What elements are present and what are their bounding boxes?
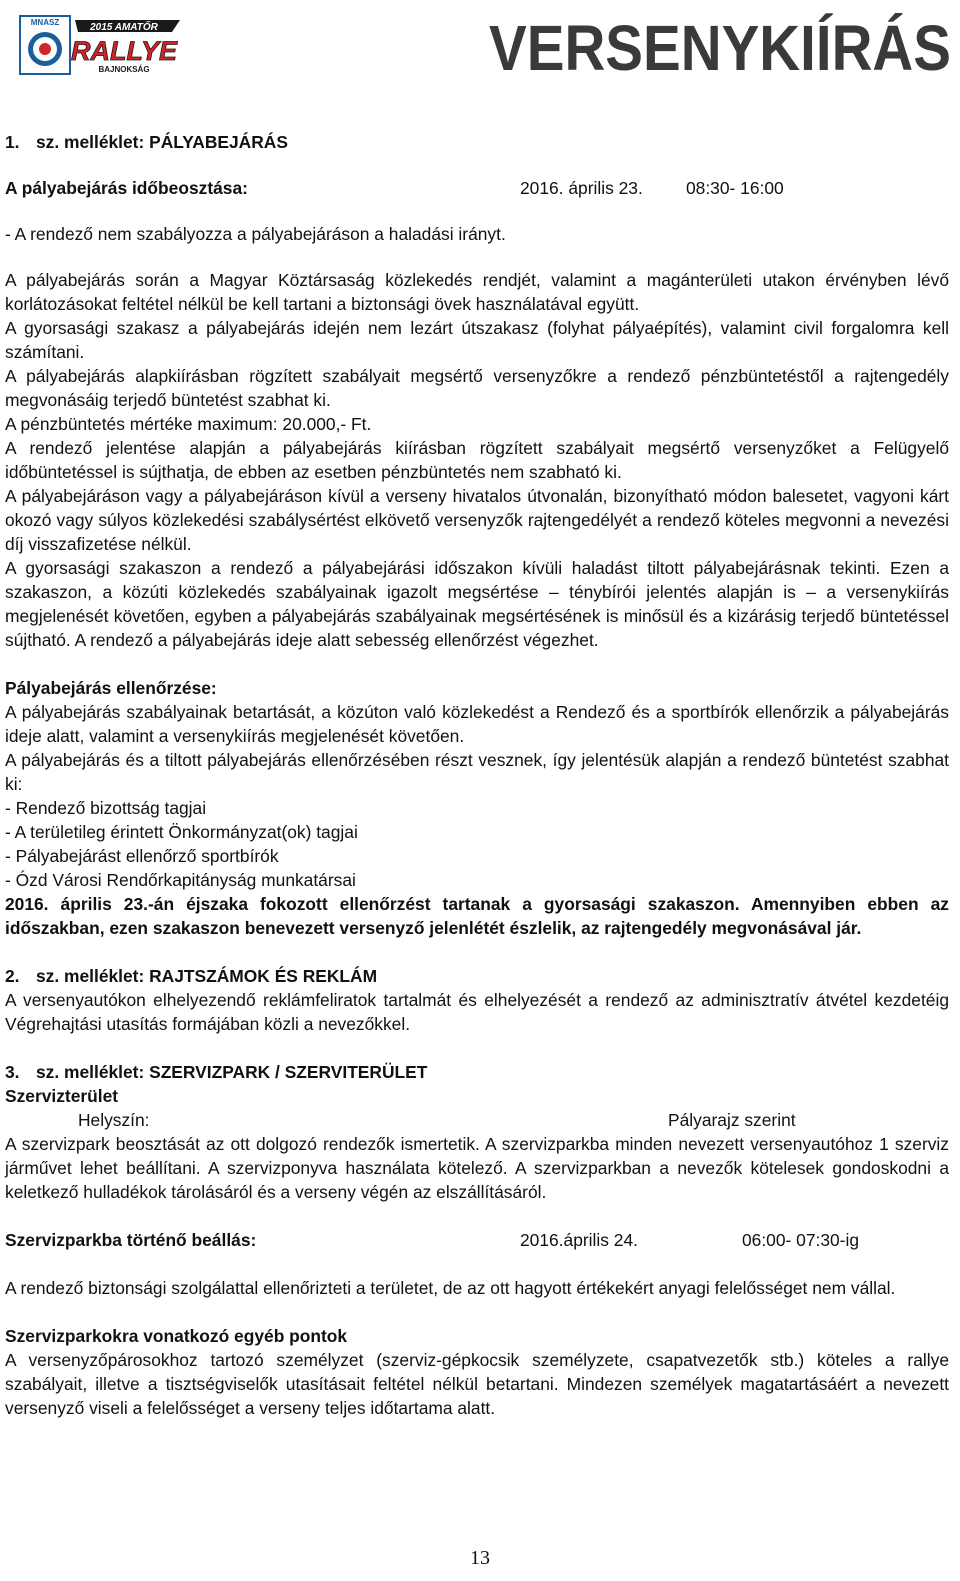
versenykiiras-banner [485, 6, 955, 86]
list-item: - Pályabejárást ellenőrző sportbírók [5, 846, 279, 866]
section-2-title: sz. melléklet: RAJTSZÁMOK ÉS REKLÁM [36, 966, 378, 986]
location-value: Pályarajz szerint [668, 1110, 796, 1130]
other-points-heading: Szervizparkokra vonatkozó egyéb pontok [5, 1326, 348, 1346]
section-1-title: sz. melléklet: PÁLYABEJÁRÁS [36, 132, 288, 152]
stage-open-paragraph: A gyorsasági szakasz a pályabejárás idején nem lezárt útszakasz (folyhat pályaépítés), valamint civil forgalomra kell számítani. [5, 318, 949, 362]
document-body [5, 130, 949, 1420]
advertising-paragraph: A versenyautókon elhelyezendő reklámfeliratok tartalmát és elhelyezését a rendező az adminisztratív átvétel kezdetéig Végrehajtási utasítás formájában közli a nevezőkkel. [5, 990, 949, 1034]
steward-paragraph: A rendező jelentése alapján a pályabejárás kiírásban rögzített szabályait megsértő versenyzőket a Felügyelő időbüntetéssel is sújthatja, de ebben az esetben pénzbüntetés nem szabható ki. [5, 438, 949, 482]
logo-top-text: MNASZ [30, 18, 60, 27]
section-2-number: 2. [5, 966, 20, 986]
page-number: 13 [470, 1547, 490, 1569]
schedule-date: 2016. április 23. [520, 178, 643, 198]
section-1-heading [5, 130, 949, 154]
accident-paragraph: A pályabejáráson vagy a pályabejáráson kívül a verseny hivatalos útvonalán, bizonyítható módon balesetet, vagyoni kárt okozó vagy súlyos közlekedési szabálysértést elkövető versenyzők rajtengedélyét a rendező köteles megvonni a nevezési díj visszafizetése nélkül. [5, 486, 949, 554]
logo-year-text: 2015 AMATŐR [90, 22, 158, 33]
location-label: Helyszín: [78, 1110, 150, 1130]
service-park-paragraph: A szervizpark beosztását az ott dolgozó rendezők ismertetik. A szervizparkba minden nevezett versenyautóhoz 1 szerviz járművet lehet beállítani. A szervizponyva használata kötelező. A szervizparkban a nevezők kötelesek gondoskodni a keletkező hulladékok tárolásáról és a verseny végén az elszállításáról. [5, 1134, 949, 1202]
banner-title: VERSENYKIÍRÁS [489, 12, 951, 84]
security-paragraph: A rendező biztonsági szolgálattal ellenőrizteti a területet, de az ott hagyott értékekért anyagi felelősséget nem vállal. [5, 1278, 896, 1298]
logo-rallye-text: RALLYE [71, 36, 177, 66]
schedule-label: A pályabejárás időbeosztása: [5, 178, 248, 198]
page-header [0, 0, 960, 90]
prohibited-recce-paragraph: A gyorsasági szakaszon a rendező a pályabejárási időszakon kívüli haladást tiltott pályabejárásnak tekinti. Ezen a szakaszon, a közúti közlekedés szabályainak igazolt megsértése – ténybírói jelentés alapján is – a versenykiírás megjelenését követően, egyben a pályabejárás szabályainak megsértésének is minősül és a kizárásig terjedő büntetéssel sújtható. A rendező a pályabejárás ideje alatt sebesség ellenőrzést végezhet. [5, 558, 949, 650]
list-item: - Rendező bizottság tagjai [5, 798, 207, 818]
section-3-number: 3. [5, 1062, 20, 1082]
recce-control-heading: Pályabejárás ellenőrzése: [5, 678, 217, 698]
section-3-heading [5, 1060, 949, 1084]
crew-conduct-paragraph: A versenyzőpárosokhoz tartozó személyzet (szerviz-gépkocsik személyzete, csapatvezetők stb.) köteles a rallye szabályait, illetve a tisztségviselők utasításait feltétel nélkül betartani. Mindezen személyek magatartásáért a nevezett versenyző viseli a felelősséget a verseny teljes időtartama alatt. [5, 1350, 949, 1418]
penalty-paragraph: A pályabejárás alapkiírásban rögzített szabályait megsértő versenyzőkre a rendező pénzbüntetéstől a rajtengedély megvonásáig terjedő büntetést szabhat ki. [5, 366, 949, 410]
control-paragraph-2: A pályabejárás és a tiltott pályabejárás ellenőrzésében részt vesznek, így jelentésük alapján a rendező büntetést szabhat ki: [5, 750, 949, 794]
control-paragraph-1: A pályabejárás szabályainak betartását, a közúton való közlekedést a Rendező és a sportbírók ellenőrzik a pályabejárás ideje alatt, valamint a versenykiírás megjelenését követően. [5, 702, 949, 746]
setup-label: Szervizparkba történő beállás: [5, 1230, 257, 1250]
fine-max-paragraph: A pénzbüntetés mértéke maximum: 20.000,- Ft. [5, 414, 372, 434]
section-2-heading [5, 964, 949, 988]
setup-date: 2016.április 24. [520, 1230, 638, 1250]
location-row [5, 1108, 949, 1132]
list-item: - Ózd Városi Rendőrkapitányság munkatársai [5, 870, 356, 890]
section-3-title: sz. melléklet: SZERVIZPARK / SZERVITERÜLET [36, 1062, 428, 1082]
setup-row [5, 1228, 949, 1252]
traffic-rules-paragraph: A pályabejárás során a Magyar Köztársaság közlekedés rendjét, valamint a magánterületi utakon érvényben lévő korlátozásokat feltétel nélkül be kell tartani a biztonsági övek használatával együtt. [5, 270, 949, 314]
rally-championship-logo [20, 16, 180, 74]
section-1-number: 1. [5, 132, 20, 152]
service-area-heading: Szervizterület [5, 1086, 119, 1106]
logo-bottom-text: BAJNOKSÁG [98, 65, 150, 74]
schedule-time: 08:30- 16:00 [686, 178, 784, 198]
direction-paragraph: - A rendező nem szabályozza a pályabejáráson a haladási irányt. [5, 224, 506, 244]
schedule-row [5, 176, 949, 200]
setup-time: 06:00- 07:30-ig [742, 1230, 859, 1250]
night-control-note: 2016. április 23.-án éjszaka fokozott ellenőrzést tartanak a gyorsasági szakaszon. Amennyiben ebben az időszakban, ezen szakaszon benevezett versenyző jelenlétét észlelik, az rajtengedély megvonásával jár. [5, 894, 949, 938]
list-item: - A területileg érintett Önkormányzat(ok) tagjai [5, 822, 358, 842]
